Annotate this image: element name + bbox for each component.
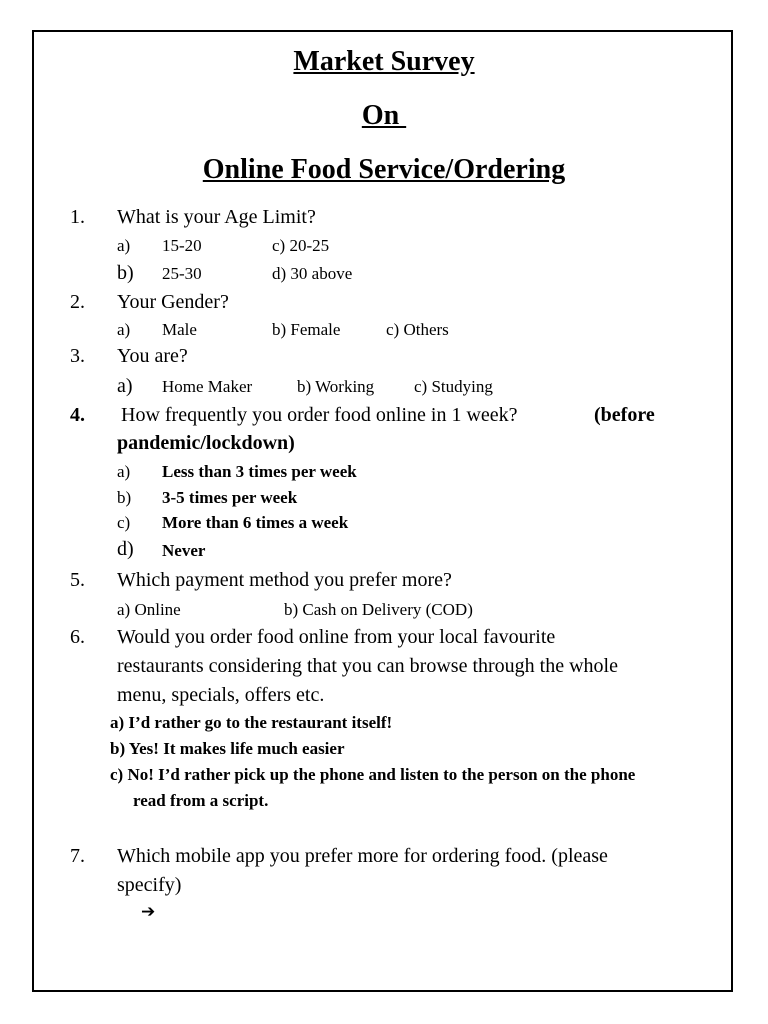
question-number: 7. bbox=[70, 845, 85, 867]
question-4-note-cont: pandemic/lockdown) bbox=[117, 432, 295, 454]
option-letter: b) bbox=[117, 488, 132, 507]
option-3a: Home Maker bbox=[162, 377, 253, 396]
question-5-text: Which payment method you prefer more? bbox=[117, 569, 452, 591]
option-5b: b) Cash on Delivery (COD) bbox=[284, 600, 473, 619]
option-letter: d) bbox=[117, 538, 134, 560]
question-4-text: How frequently you order food online in 1 week? bbox=[121, 404, 518, 426]
question-number: 1. bbox=[70, 206, 85, 228]
option-3b: b) Working bbox=[297, 377, 375, 396]
question-number: 3. bbox=[70, 345, 85, 367]
survey-title: Market Survey bbox=[293, 46, 475, 77]
option-3c: c) Studying bbox=[414, 377, 493, 396]
option-letter: a) bbox=[117, 320, 131, 339]
option-2a: Male bbox=[162, 320, 197, 339]
question-2-text: Your Gender? bbox=[117, 291, 229, 313]
option-1d: d) 30 above bbox=[272, 264, 353, 283]
question-number: 4. bbox=[70, 404, 85, 426]
option-4b: 3-5 times per week bbox=[162, 488, 298, 507]
option-2c: c) Others bbox=[386, 320, 449, 339]
option-letter: c) bbox=[117, 513, 131, 532]
option-1b: 25-30 bbox=[162, 264, 202, 283]
question-4-note: (before bbox=[594, 404, 655, 426]
arrow-bullet-icon: ➔ bbox=[141, 902, 156, 922]
survey-subtitle-on: On bbox=[361, 100, 407, 131]
option-6c: c) No! I’d rather pick up the phone and listen to the person on the phone bbox=[110, 765, 636, 784]
option-6c-continued: read from a script. bbox=[133, 791, 269, 810]
question-6-text-line3: menu, specials, offers etc. bbox=[117, 684, 325, 706]
question-number: 6. bbox=[70, 626, 85, 648]
option-4a: Less than 3 times per week bbox=[162, 462, 357, 481]
question-number: 5. bbox=[70, 569, 85, 591]
option-4c: More than 6 times a week bbox=[162, 513, 349, 532]
option-1c: c) 20-25 bbox=[272, 236, 330, 255]
question-6-text-line2: restaurants considering that you can browse through the whole bbox=[117, 655, 618, 677]
option-5a: a) Online bbox=[117, 600, 181, 619]
option-4d: Never bbox=[162, 541, 206, 560]
option-letter: a) bbox=[117, 236, 131, 255]
question-6-text-line1: Would you order food online from your local favourite bbox=[117, 626, 556, 648]
option-6b: b) Yes! It makes life much easier bbox=[110, 739, 345, 758]
option-1a: 15-20 bbox=[162, 236, 202, 255]
survey-subtitle: Online Food Service/Ordering bbox=[202, 154, 566, 185]
option-2b: b) Female bbox=[272, 320, 341, 339]
question-number: 2. bbox=[70, 291, 85, 313]
question-3-text: You are? bbox=[117, 345, 188, 367]
option-letter: a) bbox=[117, 462, 131, 481]
option-letter: a) bbox=[117, 375, 133, 397]
question-7-text-line1: Which mobile app you prefer more for ordering food. (please bbox=[117, 845, 608, 867]
option-6a: a) I’d rather go to the restaurant itself! bbox=[110, 713, 393, 732]
question-7-text-line2: specify) bbox=[117, 874, 182, 896]
option-letter: b) bbox=[117, 262, 134, 284]
question-1-text: What is your Age Limit? bbox=[117, 206, 316, 228]
